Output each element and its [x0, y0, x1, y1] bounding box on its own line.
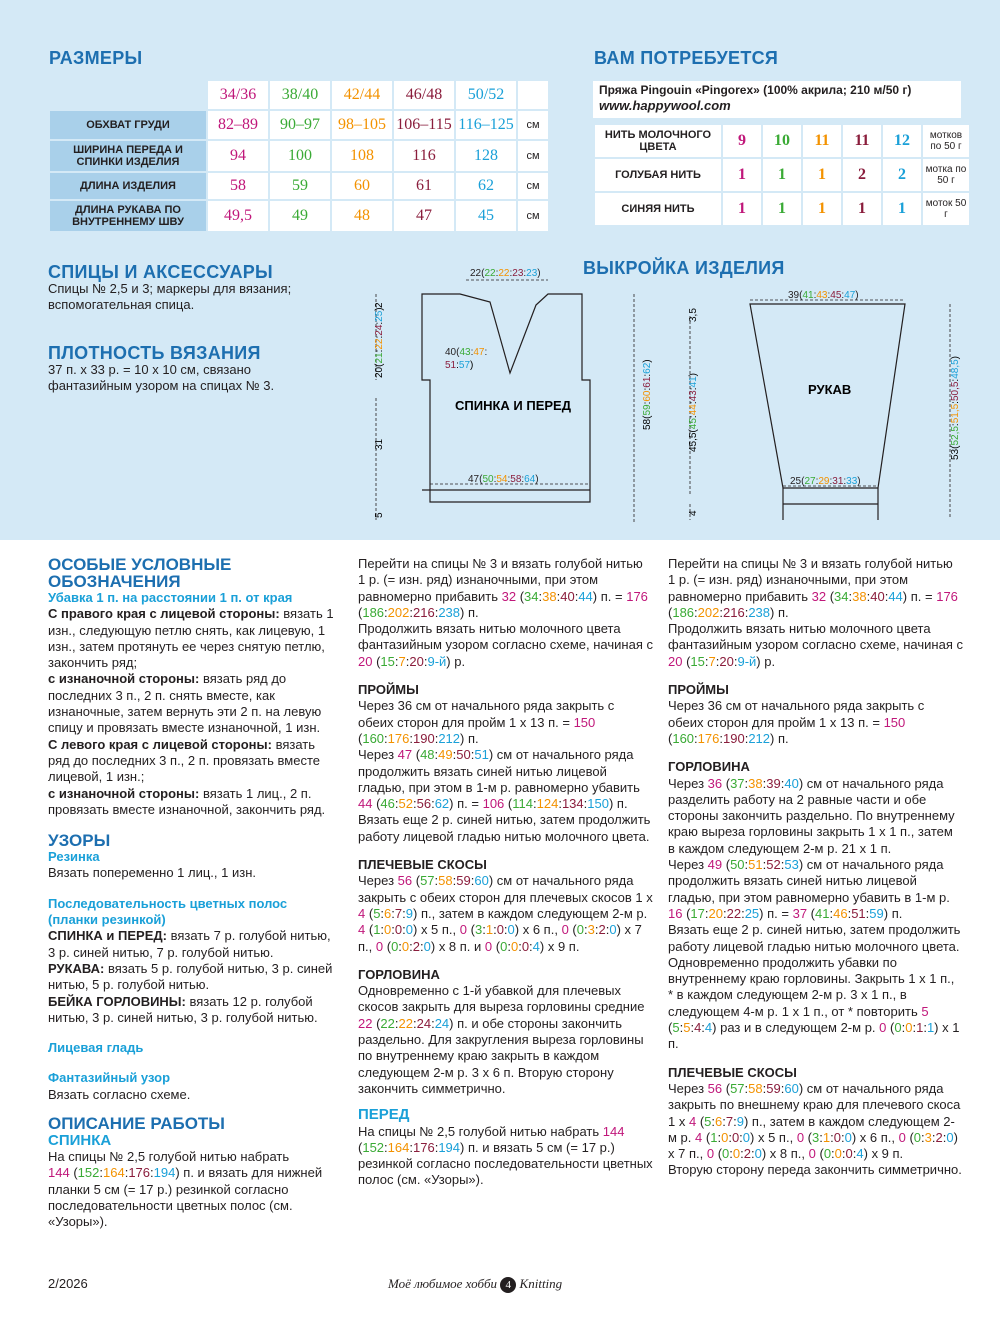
cell: 49,5 — [208, 201, 268, 231]
unit: см — [518, 141, 548, 171]
term: СПИНКА и ПЕРЕД: — [48, 928, 167, 944]
cell: 1 — [763, 159, 801, 191]
subheading: Резинка — [48, 849, 100, 865]
size-header: 34/36 — [208, 81, 268, 109]
column-1: ОСОБЫЕ УСЛОВНЫЕ ОБОЗНАЧЕНИЯ Убавка 1 п. на расстоянии 1 п. от края С правого края с лицевой стороны: вязать 1 изн., следующую петлю снять, как лицевую, 1 изн., затем протянуть ее через снятую петлю, закончить ряд; с изнаночной стороны: вязать ряд до последних 3 п., 2 п. снять вместе, как изнаночные, затем вернуть эти 2 п. на левую спицу и провязать вместе изнаночной, 1 изн. С левого края с лицевой стороны: вязать ряд до последних 3 п., 2 п. провязать вместе лицевой, 1 изн.; с изнаночной стороны: вязать 1 лиц., 2 п. провязать вместе изнаночной, закончить ряд. УЗОРЫ Резинка Вязать попеременно 1 лиц., 1 изн. Последовательность цветных полос (планки резинкой) СПИНКА и ПЕРЕД: вязать 7 р. голубой нитью, 3 р. синей нитью, 7 р. голубой нитью. РУКАВА: вязать 5 р. голубой нитью, 3 р. синей нитью, 5 р. голубой нитью. БЕЙКА ГОРЛОВИНЫ: вязать 12 р. голубой нитью, 3 р. синей нитью, 3 р. голубой нитью. Лицевая гладь Фантазийный узор Вязать согласно схеме. ОПИСАНИЕ РАБОТЫ СПИНКА На спицы № 2,5 голубой нитью набрать 144 (152:164:176:194) п. и вязать для нижней планки 5 см (= 17 р.) резинкой согласно последовательности цветных полос (см. «Узоры»). — [48, 556, 338, 1231]
pattern-schematic — [360, 260, 980, 530]
svg-text:3,5: 3,5 — [688, 308, 699, 322]
text: п. и обе стороны закончить раздельно. Для закругления выреза горловины по внутреннему краю закрыть в каждом следующем 2-м р. 3 х 6 п. Вторую сторону закончить симметрично. — [358, 1015, 644, 1096]
brand-text: Моё любимое хобби — [388, 1276, 498, 1291]
text: п. и вязать для нижней планки 5 см (= 17 р.) резинкой согласно последовательности цветных полос (см. «Узоры»). — [48, 1165, 323, 1230]
cell: 60 — [332, 173, 392, 199]
yarn-site: www.happywool.com — [599, 98, 731, 113]
footer-brand — [388, 1276, 562, 1293]
text: Вторую сторону переда закончить симметрично. — [668, 1162, 962, 1178]
cell: 82–89 — [208, 111, 268, 139]
cell: 1 — [843, 193, 881, 225]
row-label: НИТЬ МОЛОЧНОГО ЦВЕТА — [595, 125, 721, 157]
cell: 10 — [763, 125, 801, 157]
svg-text:53(52,5:51,5:50,5:48,5): 53(52,5:51,5:50,5:48,5) — [950, 355, 961, 460]
tools-title: СПИЦЫ И АКСЕССУАРЫ — [48, 262, 273, 282]
text: затем в каждом следующем 2-м р. — [668, 1113, 955, 1145]
svg-text:40(43:47:: 40(43:47: — [445, 347, 488, 358]
cell: 9 — [723, 125, 761, 157]
cell: 1 — [803, 159, 841, 191]
cell: 116–125 — [456, 111, 516, 139]
term: С левого края с лицевой стороны: — [48, 736, 272, 752]
column-3: Перейти на спицы № 3 и вязать голубой нитью 1 р. (= изн. ряд) изнаночными, при этом равномерно прибавить 32 (34:38:40:44) п. = 176 (186:202:216:238) п. Продолжить вязать нитью молочного цвета фантазийным узором согласно схеме, начиная с 20 (15:7:20:9-й) р. ПРОЙМЫ Через 36 см от начального ряда закрыть с обеих сторон для пройм 1 х 13 п. = 150 (160:176:190:212) п. ГОРЛОВИНА Через 36 (37:38:39:40) см от начального ряда разделить работу на 2 равные части и обе стороны закончить раздельно. По внутреннему краю выреза горловины закрыть 1 х 1 п., затем в каждом следующем 2-м р. 21 х 1 п. Через 49 (50:51:52:53) см от начального ряда продолжить вязать синей нитью лицевой гладью, при этом равномерно убавить в 1-м р. 16 (17:20:22:25) п. = 37 (41:46:51:59) п. Вязать еще 2 р. синей нитью, затем продолжить работу лицевой гладью нитью молочного цвета. Одновременно продолжить убавки по внутреннему краю горловины. Закрыть 1 х 1 п., * в каждом следующем 2-м р. 3 х 1 п., в следующем 4-м р. 1 х 1 п., от * повторить 5 (5:5:4:4) раз и в следующем 2-м р. 0 (0:0:1:1) х 1 п. ПЛЕЧЕВЫЕ СКОСЫ Через 56 (57:58:59:60) см от начального ряда закрыть по внешнему краю для плечевого скоса 1 х 4 (5:6:7:9) п., затем в каждом следующем 2-м р. 4 (1:0:0:0) х 5 п., 0 (3:1:0:0) х 6 п., 0 (0:3:2:0) х 7 п., 0 (0:0:2:0) х 8 п., 0 (0:0:0:4) х 9 п. Вторую сторону переда закончить симметрично. — [668, 556, 963, 1178]
unit: см — [518, 111, 548, 139]
body-label: СПИНКА И ПЕРЕД — [455, 398, 571, 413]
cell: 128 — [456, 141, 516, 171]
row-label: ШИРИНА ПЕРЕДА И СПИНКИ ИЗДЕЛИЯ — [50, 141, 206, 171]
text: Через — [668, 775, 705, 791]
svg-text:39(41:43:45:47): 39(41:43:45:47) — [788, 290, 859, 301]
cell: 1 — [723, 193, 761, 225]
brand-text: Knitting — [519, 1276, 563, 1291]
cell: 1 — [763, 193, 801, 225]
cell: 11 — [803, 125, 841, 157]
row-label: СИНЯЯ НИТЬ — [595, 193, 721, 225]
brand-number: 4 — [500, 1277, 516, 1293]
cell: 45 — [456, 201, 516, 231]
tools-text: Спицы № 2,5 и 3; маркеры для вязания; вспомогательная спица. — [48, 281, 292, 312]
unit: мотка по 50 г — [923, 159, 969, 191]
unit: моток 50 г — [923, 193, 969, 225]
yarn-text: Пряжа Pingouin «Pingorex» (100% акрила; 210 м/50 г) — [599, 83, 912, 97]
cell: 2 — [843, 159, 881, 191]
text: Через — [668, 857, 705, 873]
svg-text:45,5(45:44:43:41): 45,5(45:44:43:41) — [688, 373, 699, 452]
cell: 49 — [270, 201, 330, 231]
subheading: Убавка 1 п. на расстоянии 1 п. от края — [48, 590, 293, 605]
size-header: 38/40 — [270, 81, 330, 109]
svg-text:31: 31 — [374, 438, 385, 450]
text: вязать 12 р. голубой нитью, 3 р. синей нитью, 3 р. голубой нитью. — [48, 993, 318, 1025]
term: С правого края с лицевой стороны: — [48, 606, 280, 622]
cell: 1 — [803, 193, 841, 225]
text: Через — [358, 873, 395, 889]
size-header: 42/44 — [332, 81, 392, 109]
text: Через 36 см от начального ряда закрыть с обеих сторон для пройм 1 х 13 п. = — [358, 698, 615, 730]
shoulder-heading: ПЛЕЧЕВЫЕ СКОСЫ — [668, 1064, 797, 1080]
text: вязать 5 р. голубой нитью, 3 р. синей нитью, 5 р. голубой нитью. — [48, 960, 333, 993]
armhole-heading: ПРОЙМЫ — [668, 682, 729, 698]
row-label: ОБХВАТ ГРУДИ — [50, 111, 206, 139]
cell: 116 — [394, 141, 454, 171]
text: вязать ряд до последних 3 п., 2 п. провязать вместе лицевой, 1 изн.; — [48, 736, 321, 785]
cell: 2 — [883, 159, 921, 191]
text: см от начального ряда закрыть по внешнему краю для плечевого скоса 1 х — [668, 1080, 961, 1129]
unit: см — [518, 201, 548, 231]
text: Одновременно с 1-й убавкой для плечевых скосов закрыть для выреза горловины средние — [358, 983, 645, 1015]
cell: 61 — [394, 173, 454, 199]
text: Продолжить вязать нитью молочного цвета фантазийным узором согласно схеме, начиная с — [358, 621, 653, 653]
sizes-table — [48, 79, 550, 233]
cell: 12 — [883, 125, 921, 157]
cell: 62 — [456, 173, 516, 199]
text: Вязать попеременно 1 лиц., 1 изн. — [48, 865, 256, 881]
yarn-info — [593, 81, 961, 118]
subheading: Последовательность цветных полос (планки резинкой) — [48, 895, 288, 928]
text: На спицы № 2,5 голубой нитью набрать — [358, 1123, 600, 1139]
text: см от начального ряда разделить работу на 2 равные части и обе стороны закончить раздельно. По внутреннему краю выреза горловины закрыть 1 х 1 п., затем в каждом следующем 2-м р. 21 х 1 п. — [668, 775, 955, 856]
text: вязать 1 лиц., 2 п. провязать вместе изнаночной, закончить ряд. — [48, 785, 326, 817]
pattern-title: ВЫКРОЙКА ИЗДЕЛИЯ — [583, 258, 785, 278]
text: см от начального ряда продолжить вязать синей нитью лицевой гладью, при этом в 1-м р. равномерно убавить — [358, 747, 640, 795]
svg-text:51:57): 51:57) — [445, 360, 474, 371]
term: с изнаночной стороны: — [48, 671, 200, 687]
cell: 90–97 — [270, 111, 330, 139]
front-heading: ПЕРЕД — [358, 1106, 410, 1124]
size-header: 50/52 — [456, 81, 516, 109]
term: БЕЙКА ГОРЛОВИНЫ: — [48, 993, 186, 1009]
special-heading: ОСОБЫЕ УСЛОВНЫЕ ОБОЗНАЧЕНИЯ — [48, 555, 232, 591]
text: На спицы № 2,5 голубой нитью набрать — [48, 1149, 290, 1165]
text: см от начального ряда продолжить вязать синей нитью лицевой гладью, при этом равномерно убавить в 1-м р. — [668, 857, 950, 905]
text: Через — [358, 747, 395, 763]
text: вязать ряд до последних 3 п., 2 п. снять вместе, как изнаночные, затем вернуть эти 2 п. на левую спицу и провязать вместе изнаночной, 1 изн. — [48, 671, 322, 736]
text: Через — [668, 1080, 705, 1096]
row-label: ДЛИНА ИЗДЕЛИЯ — [50, 173, 206, 199]
svg-text:5: 5 — [374, 512, 385, 518]
unit: см — [518, 173, 548, 199]
cell: 1 — [883, 193, 921, 225]
svg-text:20(21:22:24:25): 20(21:22:24:25) — [374, 307, 385, 378]
page-number: 2/2026 — [48, 1276, 88, 1291]
text: п. и вязать 5 см (= 17 р.) резинкой согласно последовательности цветных полос (см. «Узоры»). — [358, 1139, 653, 1188]
svg-text:4: 4 — [688, 510, 699, 516]
cell: 94 — [208, 141, 268, 171]
neck-heading: ГОРЛОВИНА — [358, 966, 440, 982]
text: Вязать еще 2 р. синей нитью, затем продолжить работу лицевой гладью нитью молочного цвета. — [668, 922, 961, 954]
needs-title: ВАМ ПОТРЕБУЕТСЯ — [594, 48, 779, 68]
text: раз и в следующем 2-м р. — [720, 1020, 876, 1036]
cell: 108 — [332, 141, 392, 171]
text: Перейти на спицы № 3 и вязать голубой нитью 1 р. (= изн. ряд) изнаночными, при этом равномерно прибавить — [358, 556, 643, 604]
text: Перейти на спицы № 3 и вязать голубой нитью 1 р. (= изн. ряд) изнаночными, при этом равномерно прибавить — [668, 556, 953, 604]
sleeve-label: РУКАВ — [808, 382, 852, 397]
svg-text:47(50:54:58:64): 47(50:54:58:64) — [468, 474, 539, 485]
needs-table — [593, 123, 971, 227]
armhole-heading: ПРОЙМЫ — [358, 682, 419, 698]
gauge-title: ПЛОТНОСТЬ ВЯЗАНИЯ — [48, 343, 261, 363]
text: Продолжить вязать нитью молочного цвета фантазийным узором согласно схеме, начиная с — [668, 621, 963, 653]
text: затем в каждом следующем 2-м р. — [438, 905, 648, 921]
text: Одновременно продолжить убавки по внутреннему краю горловины. Закрыть 1 х 1 п., * в каждом следующем 2-м р. 3 х 1 п., в следующем 4-м р. 1 х 1 п., от * повторить — [668, 954, 955, 1019]
cell: 47 — [394, 201, 454, 231]
sizes-title: РАЗМЕРЫ — [49, 48, 143, 68]
neck-heading: ГОРЛОВИНА — [668, 759, 750, 775]
back-heading: СПИНКА — [48, 1132, 112, 1150]
text: Вязать еще 2 р. синей нитью, затем продолжить работу лицевой гладью нитью молочного цвета. — [358, 812, 651, 844]
cell: 106–115 — [394, 111, 454, 139]
term: РУКАВА: — [48, 960, 105, 976]
cell: 1 — [723, 159, 761, 191]
cell: 100 — [270, 141, 330, 171]
text: см от начального ряда закрыть с обеих сторон для плечевых скосов 1 х — [358, 873, 653, 905]
description-heading: ОПИСАНИЕ РАБОТЫ — [48, 1114, 225, 1134]
svg-text:2: 2 — [374, 302, 385, 308]
subheading: Лицевая гладь — [48, 1040, 144, 1056]
svg-text:58(59:60:61:62): 58(59:60:61:62) — [642, 359, 653, 430]
term: с изнаночной стороны: — [48, 785, 200, 801]
text: вязать 7 р. голубой нитью, 3 р. синей нитью, 7 р. голубой нитью. — [48, 928, 331, 960]
svg-text:25(27:29:31:33): 25(27:29:31:33) — [790, 476, 861, 487]
subheading: Фантазийный узор — [48, 1070, 171, 1086]
text: вязать 1 изн., следующую петлю снять, как лицевую, 1 изн., затем протянуть ее через снятую петлю, закончить ряд; — [48, 606, 334, 671]
cell: 11 — [843, 125, 881, 157]
row-label: ГОЛУБАЯ НИТЬ — [595, 159, 721, 191]
cell: 48 — [332, 201, 392, 231]
size-header: 46/48 — [394, 81, 454, 109]
patterns-heading: УЗОРЫ — [48, 831, 111, 851]
neck-width-label: 22(22:22:23:23) — [470, 268, 541, 279]
cell: 58 — [208, 173, 268, 199]
cell: 98–105 — [332, 111, 392, 139]
shoulder-heading: ПЛЕЧЕВЫЕ СКОСЫ — [358, 857, 487, 873]
text: Вязать согласно схеме. — [48, 1086, 191, 1102]
text: Через 36 см от начального ряда закрыть с обеих сторон для пройм 1 х 13 п. = — [668, 698, 925, 730]
gauge-text: 37 п. х 33 р. = 10 х 10 см, связано фантазийным узором на спицах № 3. — [48, 362, 275, 393]
column-2: Перейти на спицы № 3 и вязать голубой нитью 1 р. (= изн. ряд) изнаночными, при этом равномерно прибавить 32 (34:38:40:44) п. = 176 (186:202:216:238) п. Продолжить вязать нитью молочного цвета фантазийным узором согласно схеме, начиная с 20 (15:7:20:9-й) р. ПРОЙМЫ Через 36 см от начального ряда закрыть с обеих сторон для пройм 1 х 13 п. = 150 (160:176:190:212) п. Через 47 (48:49:50:51) см от начального ряда продолжить вязать синей нитью лицевой гладью, при этом в 1-м р. равномерно убавить 44 (46:52:56:62) п. = 106 (114:124:134:150) п. Вязать еще 2 р. синей нитью, затем продолжить работу лицевой гладью нитью молочного цвета. ПЛЕЧЕВЫЕ СКОСЫ Через 56 (57:58:59:60) см от начального ряда закрыть с обеих сторон для плечевых скосов 1 х 4 (5:6:7:9) п., затем в каждом следующем 2-м р. 4 (1:0:0:0) х 5 п., 0 (3:1:0:0) х 6 п., 0 (0:3:2:0) х 7 п., 0 (0:0:2:0) х 8 п. и 0 (0:0:0:4) х 9 п. ГОРЛОВИНА Одновременно с 1-й убавкой для плечевых скосов закрыть для выреза горловины средние 22 (22:22:24:24) п. и обе стороны закончить раздельно. Для закругления выреза горловины по внутреннему краю закрыть в каждом следующем 2-м р. 3 х 6 п. Вторую сторону закончить симметрично. ПЕРЕД На спицы № 2,5 голубой нитью набрать 144 (152:164:176:194) п. и вязать 5 см (= 17 р.) резинкой согласно последовательности цветных полос (см. «Узоры»). — [358, 556, 653, 1188]
row-label: ДЛИНА РУКАВА ПО ВНУТРЕННЕМУ ШВУ — [50, 201, 206, 231]
cell: 59 — [270, 173, 330, 199]
unit: мотков по 50 г — [923, 125, 969, 157]
